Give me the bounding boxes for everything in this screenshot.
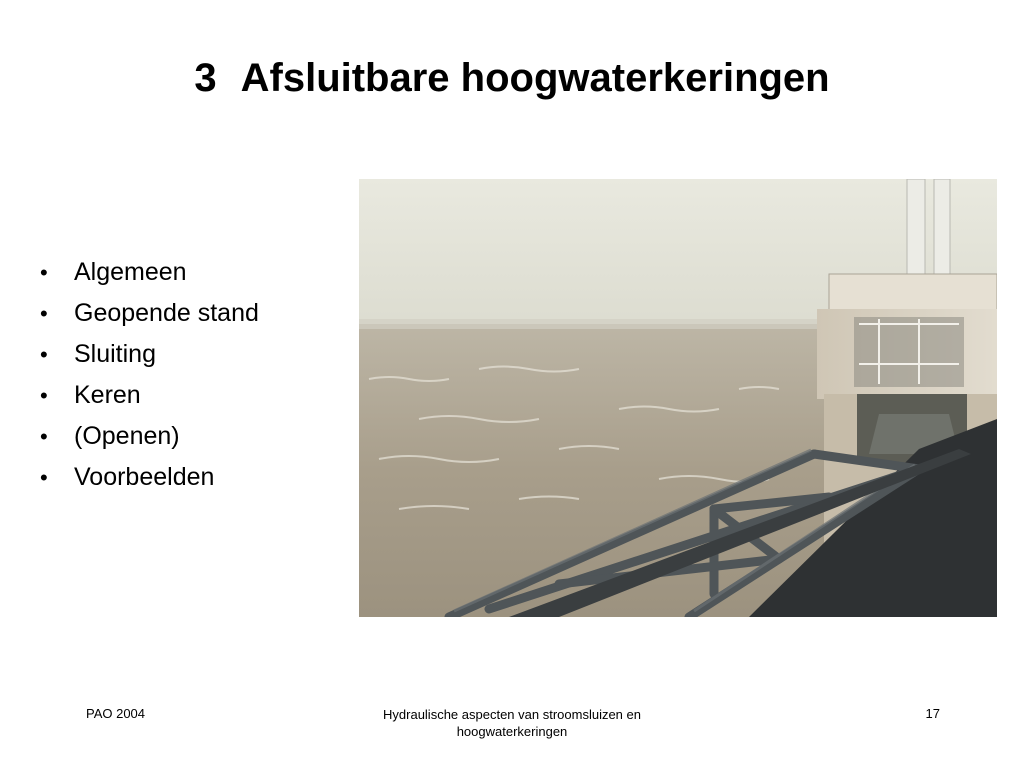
bullet-item-geopende-stand (40, 293, 259, 334)
bullet-label: Sluiting (74, 340, 156, 368)
bullet-item-keren (40, 375, 259, 416)
footer-subject (362, 706, 662, 740)
footer-subject-line2: hoogwaterkeringen (456, 724, 568, 739)
bullet-icon: • (40, 383, 48, 408)
section-number: 3 (194, 56, 217, 100)
bullet-label: (Openen) (74, 422, 180, 450)
barrier-photo (359, 179, 997, 617)
footer-course: PAO 2004 (86, 706, 146, 721)
title-text: Afsluitbare hoogwaterkeringen (240, 56, 830, 100)
bullet-label: Algemeen (74, 258, 187, 286)
storm-surge-barrier-photo-icon (359, 179, 997, 617)
bullet-item-algemeen (40, 252, 259, 293)
footer-subject-line1: Hydraulische aspecten van stroomsluizen en (383, 707, 641, 722)
page-number: 17 (925, 706, 940, 721)
bullet-label: Geopende stand (74, 299, 259, 327)
bullet-icon: • (40, 424, 48, 449)
bullet-label: Voorbeelden (74, 463, 215, 491)
bullet-item-openen (40, 416, 259, 457)
slide-title (0, 50, 1024, 106)
bullet-icon: • (40, 301, 48, 326)
bullet-item-voorbeelden (40, 457, 259, 498)
bullet-icon: • (40, 342, 48, 367)
bullet-icon: • (40, 260, 48, 285)
bullet-label: Keren (74, 381, 141, 409)
bullet-list (40, 252, 259, 498)
bullet-icon: • (40, 465, 48, 490)
bullet-item-sluiting (40, 334, 259, 375)
